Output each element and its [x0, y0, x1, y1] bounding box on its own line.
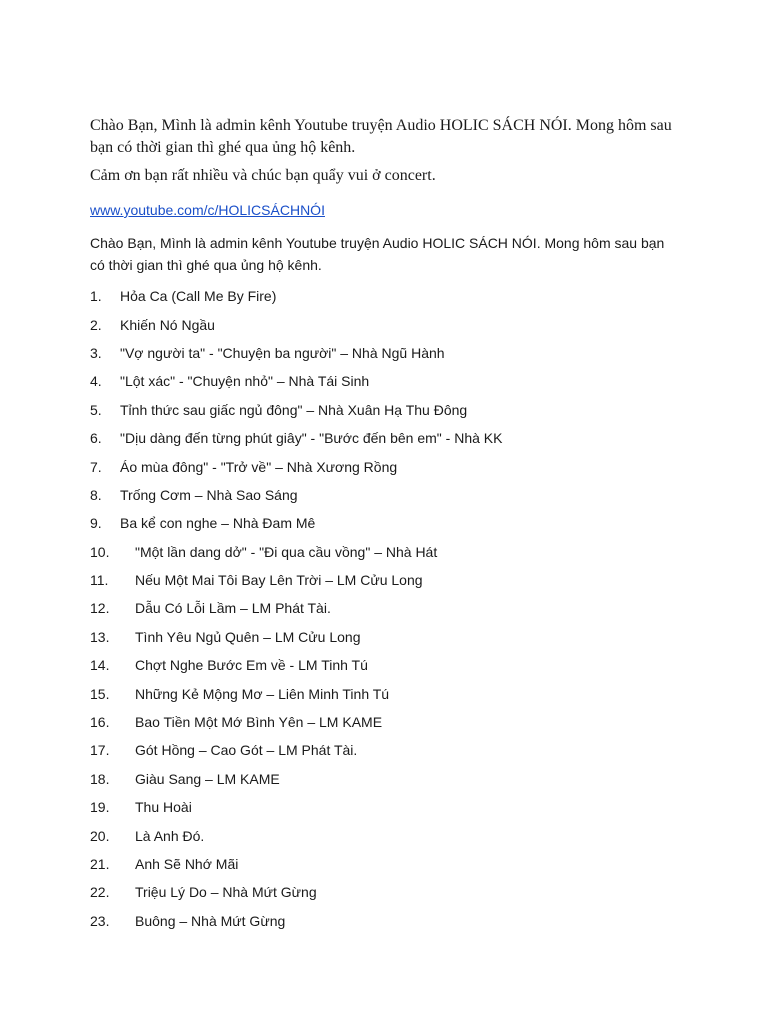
list-item-text: Gót Hồng – Cao Gót – LM Phát Tài.: [135, 742, 358, 759]
list-item-number: 13.: [90, 628, 110, 645]
list-item: [90, 821, 690, 849]
list-item: [90, 538, 690, 566]
list-item-text: Khiến Nó Ngầu: [120, 316, 215, 333]
list-item: [90, 651, 690, 679]
list-item: [90, 509, 690, 537]
list-item-text: "Dịu dàng đến từng phút giây" - "Bước đến bên em" - Nhà KK: [120, 430, 503, 447]
list-item: [90, 736, 690, 764]
list-item-number: 15.: [90, 685, 110, 702]
youtube-channel-link[interactable]: www.youtube.com/c/HOLICSÁCHNÓI: [90, 202, 325, 218]
list-item-text: Bao Tiền Một Mớ Bình Yên – LM KAME: [135, 714, 383, 731]
list-item: [90, 481, 690, 509]
list-item-text: Hỏa Ca (Call Me By Fire): [120, 288, 277, 305]
list-item: [90, 310, 690, 338]
list-item-number: 3.: [90, 344, 102, 361]
document-page: [90, 115, 690, 935]
intro-paragraph: Chào Bạn, Mình là admin kênh Youtube truyện Audio HOLIC SÁCH NÓI. Mong hôm sau bạn có thời gian thì ghé qua ủng hộ kênh.: [90, 235, 665, 273]
list-item-number: 5.: [90, 401, 102, 418]
list-item-number: 6.: [90, 430, 102, 447]
list-item-text: "Một lần dang dở" - "Đi qua cầu vồng" – Nhà Hát: [135, 543, 438, 560]
list-item: [90, 793, 690, 821]
list-item-number: 18.: [90, 770, 110, 787]
list-item-text: Là Anh Đó.: [135, 827, 205, 844]
list-item-text: Buông – Nhà Mứt Gừng: [135, 912, 286, 929]
list-item: [90, 282, 690, 310]
list-item: [90, 765, 690, 793]
list-item-number: 14.: [90, 657, 110, 674]
list-item-text: Nếu Một Mai Tôi Bay Lên Trời – LM Cửu Long: [135, 572, 423, 589]
list-item: [90, 679, 690, 707]
list-item: [90, 452, 690, 480]
list-item-text: Triệu Lý Do – Nhà Mứt Gừng: [135, 884, 317, 901]
list-item: [90, 396, 690, 424]
list-item-text: "Lột xác" - "Chuyện nhỏ" – Nhà Tái Sinh: [120, 373, 370, 390]
list-item-number: 11.: [90, 572, 109, 589]
list-item-text: Giàu Sang – LM KAME: [135, 770, 280, 787]
list-item-text: Thu Hoài: [135, 799, 192, 816]
list-item-number: 17.: [90, 742, 110, 759]
list-item: [90, 708, 690, 736]
list-item-text: Trống Cơm – Nhà Sao Sáng: [120, 486, 298, 503]
list-item-number: 10.: [90, 543, 110, 560]
list-item-number: 7.: [90, 458, 102, 475]
list-item-number: 23.: [90, 912, 110, 929]
list-item: [90, 424, 690, 452]
list-item-text: Chợt Nghe Bước Em về - LM Tinh Tú: [135, 657, 368, 674]
list-item-number: 2.: [90, 316, 102, 333]
list-item-number: 19.: [90, 799, 110, 816]
list-item-text: Tình Yêu Ngủ Quên – LM Cửu Long: [135, 628, 361, 645]
list-item: [90, 623, 690, 651]
list-item-number: 1.: [90, 288, 102, 305]
list-item: [90, 907, 690, 935]
list-item: [90, 878, 690, 906]
list-item: [90, 594, 690, 622]
song-list: [90, 282, 690, 935]
list-item-number: 22.: [90, 884, 110, 901]
list-item-text: Anh Sẽ Nhớ Mãi: [135, 856, 239, 872]
list-item-text: Ba kể con nghe – Nhà Đam Mê: [120, 515, 316, 532]
list-item: [90, 566, 690, 594]
list-item: [90, 850, 690, 878]
list-item-number: 8.: [90, 486, 102, 503]
list-item: [90, 339, 690, 367]
list-item-number: 20.: [90, 827, 110, 844]
list-item-number: 12.: [90, 600, 110, 617]
intro-line-1: Chào Bạn, Mình là admin kênh Youtube truyện Audio HOLIC SÁCH NÓI. Mong hôm sau bạn có thời gian thì ghé qua ủng hộ kênh.: [90, 117, 672, 156]
list-item-number: 9.: [90, 515, 102, 532]
list-item-text: "Vợ người ta" - "Chuyện ba người" – Nhà Ngũ Hành: [120, 344, 445, 361]
list-item-text: Những Kẻ Mộng Mơ – Liên Minh Tinh Tú: [135, 685, 390, 702]
intro-line-2: Cảm ơn bạn rất nhiều và chúc bạn quẩy vui ở concert.: [90, 167, 436, 184]
list-item-number: 16.: [90, 714, 110, 731]
list-item-number: 4.: [90, 373, 102, 390]
list-item-text: Áo mùa đông" - "Trở về" – Nhà Xương Rồng: [120, 458, 398, 475]
list-item-text: Dẫu Có Lỗi Lầm – LM Phát Tài.: [135, 600, 331, 617]
list-item-number: 21.: [90, 856, 110, 872]
list-item: [90, 367, 690, 395]
list-item-text: Tỉnh thức sau giấc ngủ đông" – Nhà Xuân Hạ Thu Đông: [120, 401, 468, 418]
